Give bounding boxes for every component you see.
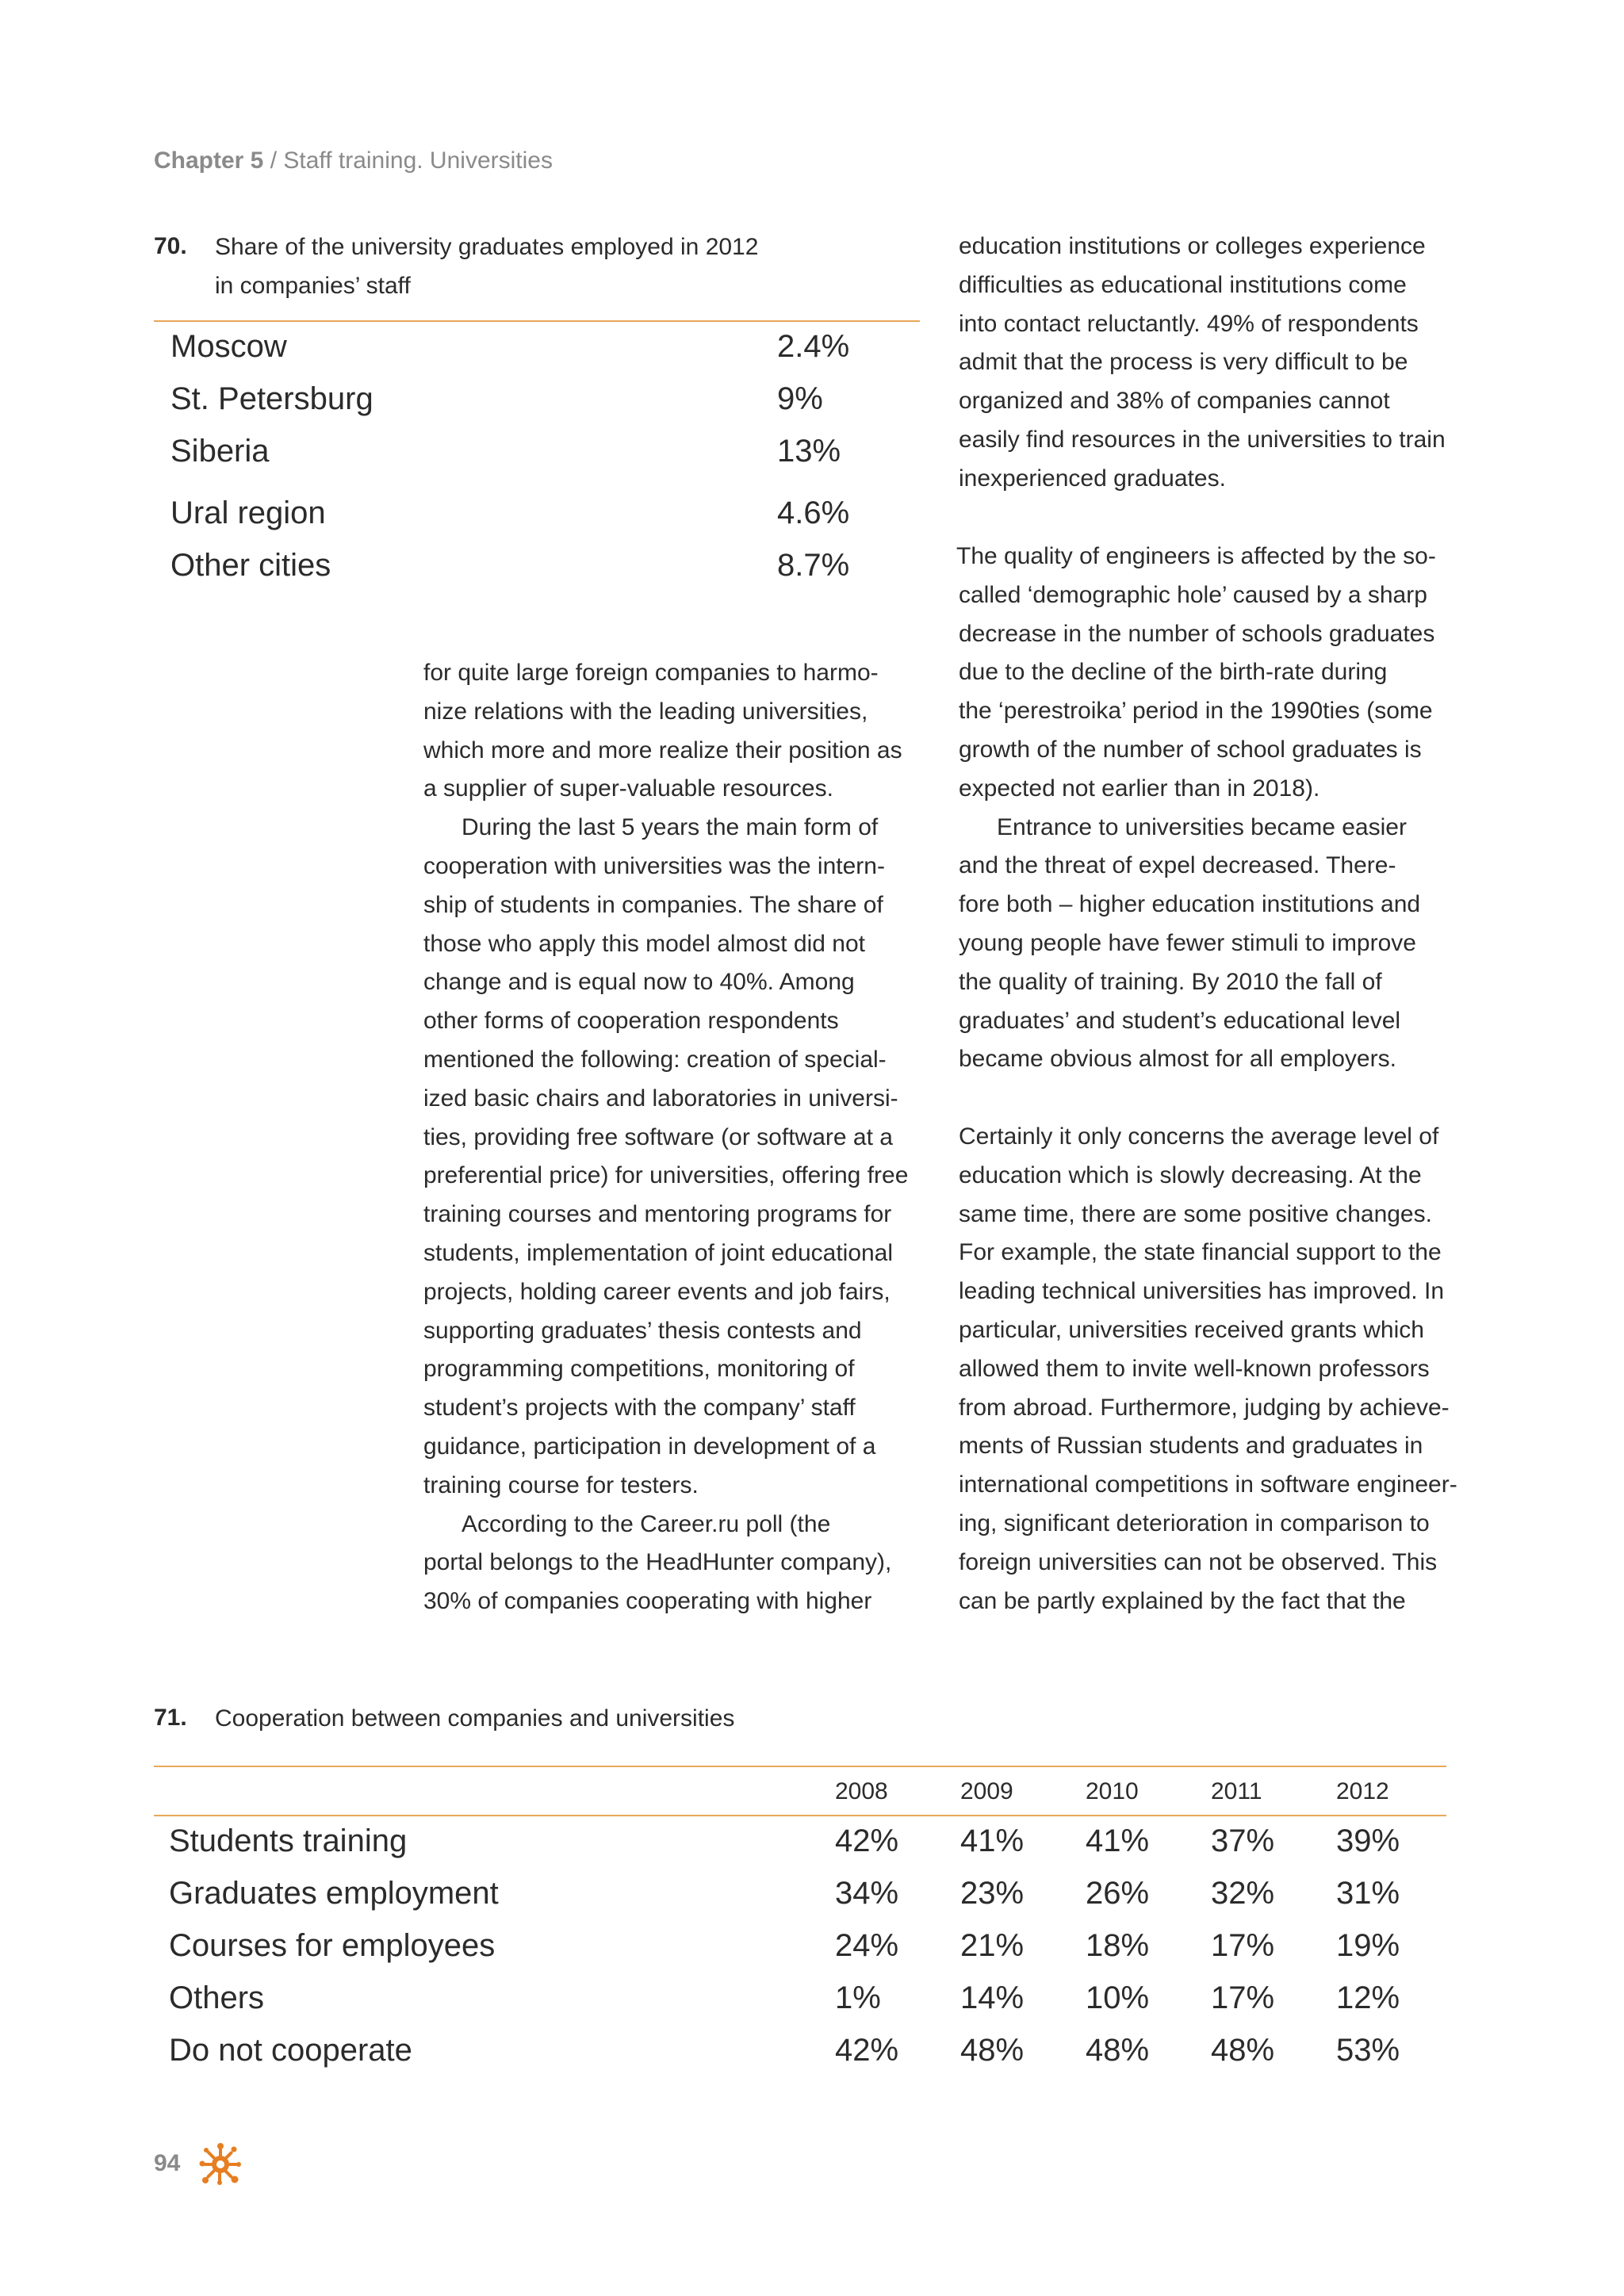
row-value: 13% [777, 434, 841, 469]
row-label: Courses for employees [169, 1928, 496, 1963]
text-line: other forms of cooperation respondents [423, 1008, 839, 1035]
text-line: organized and 38% of companies cannot [959, 388, 1390, 415]
text-line: easily find resources in the universities to train [959, 426, 1446, 453]
text-line: training courses and mentoring programs for [423, 1201, 892, 1228]
year-header: 2011 [1211, 1778, 1262, 1804]
year-header: 2009 [960, 1778, 1013, 1804]
year-header: 2008 [835, 1778, 888, 1804]
text-line: the ‘perestroika’ period in the 1990ties (some [959, 698, 1433, 725]
text-line: the quality of training. By 2010 the fall of [959, 968, 1382, 995]
text-line: ized basic chairs and laboratories in universi- [423, 1085, 898, 1112]
table-cell: 42% [835, 2033, 899, 2068]
row-label: Siberia [170, 434, 270, 469]
text-line: into contact reluctantly. 49% of respondents [959, 310, 1419, 337]
text-line: inexperienced graduates. [959, 465, 1226, 492]
figure-70-title-line: in companies’ staff [215, 273, 411, 299]
table-cell: 37% [1211, 1823, 1275, 1858]
table-cell: 48% [1211, 2033, 1275, 2068]
text-line: became obvious almost for all employers. [959, 1046, 1396, 1073]
table-cell: 53% [1336, 2033, 1400, 2068]
text-line: change and is equal now to 40%. Among [423, 969, 855, 996]
text-line: portal belongs to the HeadHunter company), [423, 1549, 892, 1576]
year-header: 2010 [1086, 1778, 1139, 1804]
table-cell: 19% [1336, 1928, 1400, 1963]
table-cell: 1% [835, 1980, 881, 2015]
text-line: and the threat of expel decreased. There- [959, 852, 1396, 879]
text-line: expected not earlier than in 2018). [959, 775, 1320, 802]
table-cell: 21% [960, 1928, 1025, 1963]
text-line: guidance, participation in development of a [423, 1433, 876, 1460]
table-cell: 48% [1086, 2033, 1150, 2068]
table-cell: 42% [835, 1823, 899, 1858]
row-label: Graduates employment [169, 1876, 499, 1911]
table-cell: 31% [1336, 1876, 1400, 1911]
table-cell: 32% [1211, 1876, 1275, 1911]
text-line: training course for testers. [423, 1471, 699, 1498]
row-label: Do not cooperate [169, 2033, 412, 2068]
figure-70-title [215, 228, 758, 305]
row-label: Ural region [170, 496, 326, 530]
text-line [956, 809, 1464, 848]
table-cell: 14% [960, 1980, 1025, 2015]
text-line: students, implementation of joint educational [423, 1239, 894, 1266]
figure-71-top-rule [154, 1766, 1446, 1767]
text-line: same time, there are some positive changes. [959, 1200, 1432, 1227]
text-line: student’s projects with the company’ staff [423, 1395, 856, 1422]
table-cell: 24% [835, 1928, 899, 1963]
table-row [170, 329, 287, 365]
text-line: particular, universities received grants which [959, 1316, 1424, 1343]
text-line: programming competitions, monitoring of [423, 1356, 855, 1383]
text-line: which more and more realize their position as [423, 737, 902, 763]
figure-71-title: Cooperation between companies and universities [215, 1705, 735, 1732]
text-line [423, 809, 931, 848]
figure-71-header-rule [154, 1815, 1446, 1816]
figure-71-number: 71. [154, 1705, 187, 1731]
body-text-right-bottom [956, 538, 1464, 1621]
splash-logo-icon [198, 2142, 243, 2187]
text-line: 30% of companies cooperating with higher [423, 1588, 872, 1615]
text-line: The quality of engineers is affected by the so- [956, 543, 1436, 569]
running-header [154, 147, 553, 174]
text-line-content: According to the Career.ru poll (the [462, 1510, 831, 1537]
text-line [956, 1079, 1464, 1118]
text-line: preferential price) for universities, offering free [423, 1162, 909, 1189]
table-cell: 23% [960, 1876, 1025, 1911]
table-cell: 18% [1086, 1928, 1150, 1963]
table-cell: 34% [835, 1876, 899, 1911]
text-line: young people have fewer stimuli to improve [959, 929, 1416, 956]
text-line: for quite large foreign companies to harmo- [423, 660, 879, 686]
text-line-content: Entrance to universities became easier [997, 813, 1407, 840]
row-label: St. Petersburg [170, 381, 373, 416]
text-line: leading technical universities has improved. In [959, 1278, 1444, 1305]
row-value: 4.6% [777, 496, 850, 530]
text-line: ties, providing free software (or software at a [423, 1123, 893, 1150]
text-line: foreign universities can not be observed. This [959, 1548, 1438, 1575]
text-line: ship of students in companies. The share of [423, 891, 883, 918]
year-header: 2012 [1336, 1778, 1389, 1804]
text-line: ing, significant deterioration in comparison to [959, 1510, 1430, 1536]
table-cell: 17% [1211, 1980, 1275, 2015]
text-line: admit that the process is very difficult to be [959, 349, 1408, 376]
section-label: / Staff training. Universities [263, 147, 553, 174]
text-line-content: During the last 5 years the main form of [462, 814, 879, 841]
row-label: Others [169, 1980, 265, 2015]
body-text-middle [423, 654, 931, 1621]
text-line: those who apply this model almost did not [423, 930, 865, 957]
text-line: For example, the state financial support to the [959, 1239, 1442, 1266]
table-cell: 10% [1086, 1980, 1150, 2015]
table-cell: 48% [960, 2033, 1025, 2068]
text-line: Certainly it only concerns the average level of [959, 1123, 1439, 1150]
table-cell: 26% [1086, 1876, 1150, 1911]
table-cell: 12% [1336, 1980, 1400, 2015]
text-line: ments of Russian students and graduates in [959, 1433, 1423, 1460]
row-label: Moscow [170, 329, 287, 364]
row-value: 9% [777, 381, 823, 416]
text-line: mentioned the following: creation of special- [423, 1046, 887, 1073]
text-line: projects, holding career events and job fairs, [423, 1278, 891, 1305]
text-line: allowed them to invite well-known professors [959, 1355, 1430, 1382]
text-line: a supplier of super-valuable resources. [423, 775, 833, 802]
row-label: Students training [169, 1823, 408, 1858]
text-line [423, 1506, 931, 1544]
text-line: can be partly explained by the fact that the [959, 1587, 1406, 1614]
text-line: cooperation with universities was the intern- [423, 852, 885, 879]
page-number: 94 [154, 2150, 181, 2176]
row-value: 8.7% [777, 548, 850, 583]
text-line: education which is slowly decreasing. At the [959, 1161, 1422, 1188]
figure-70-title-line: Share of the university graduates employed in 2012 [215, 234, 759, 260]
row-label: Other cities [170, 548, 331, 583]
text-line: due to the decline of the birth-rate during [959, 659, 1388, 686]
text-line: international competitions in software engineer- [959, 1471, 1457, 1498]
table-cell: 39% [1336, 1823, 1400, 1858]
text-line: from abroad. Furthermore, judging by achieve- [959, 1394, 1450, 1421]
text-line: education institutions or colleges experience [959, 233, 1426, 259]
figure-70-number: 70. [154, 233, 187, 259]
text-line: difficulties as educational institutions come [959, 271, 1407, 298]
body-text-right-top [959, 228, 1466, 499]
text-line: nize relations with the leading universities, [423, 698, 868, 725]
figure-70-rule [154, 320, 920, 322]
text-line: graduates’ and student’s educational level [959, 1007, 1401, 1034]
table-cell: 17% [1211, 1928, 1275, 1963]
table-cell: 41% [960, 1823, 1025, 1858]
text-line: supporting graduates’ thesis contests and [423, 1317, 862, 1344]
text-line: called ‘demographic hole’ caused by a sharp [959, 581, 1427, 608]
text-line: fore both – higher education institutions and [959, 891, 1421, 918]
chapter-label: Chapter 5 [154, 147, 264, 174]
text-line: decrease in the number of schools graduates [959, 620, 1435, 647]
table-cell: 41% [1086, 1823, 1150, 1858]
text-line: growth of the number of school graduates is [959, 736, 1422, 763]
row-value: 2.4% [777, 329, 850, 364]
